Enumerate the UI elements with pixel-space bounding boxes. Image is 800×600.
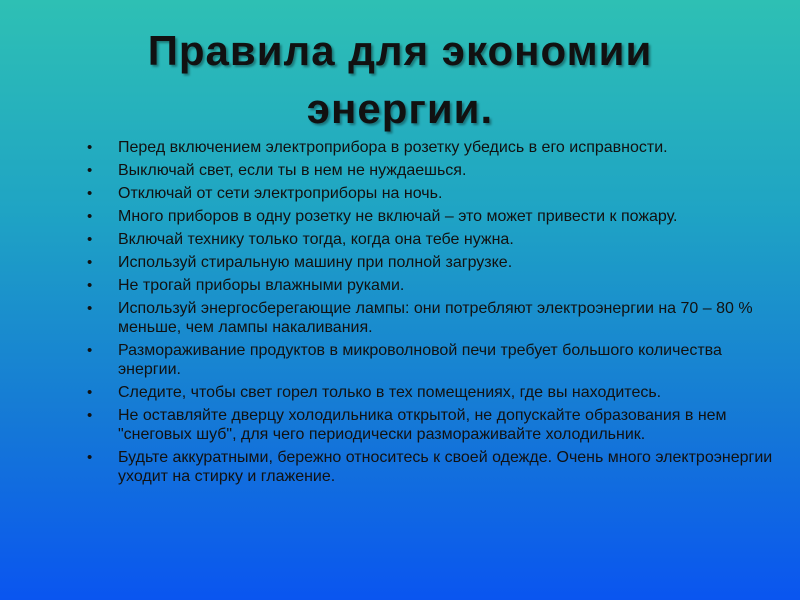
slide-title xyxy=(0,22,800,138)
list-item-text: Включай технику только тогда, когда она тебе нужна. xyxy=(118,231,514,248)
list-item-text: Используй энергосберегающие лампы: они потребляют электроэнергии на 70 – 80 % меньше, чем лампы накаливания. xyxy=(118,300,753,336)
bullet-icon: • xyxy=(87,185,93,202)
list-item-text: Не трогай приборы влажными руками. xyxy=(118,277,405,294)
list-item xyxy=(87,299,787,337)
list-item xyxy=(87,230,787,249)
list-item xyxy=(87,184,787,203)
list-item-text: Перед включением электроприбора в розетку убедись в его исправности. xyxy=(118,139,668,156)
energy-tips-list xyxy=(87,138,787,490)
list-item-text: Много приборов в одну розетку не включай – это может привести к пожару. xyxy=(118,208,678,225)
list-item xyxy=(87,253,787,272)
list-item xyxy=(87,383,787,402)
list-item xyxy=(87,138,787,157)
bullet-icon: • xyxy=(87,342,93,359)
bullet-icon: • xyxy=(87,449,93,466)
bullet-icon: • xyxy=(87,231,93,248)
slide-title-line-2: энергии. xyxy=(306,85,494,132)
list-item-text: Используй стиральную машину при полной загрузке. xyxy=(118,254,513,271)
bullet-icon: • xyxy=(87,300,93,317)
list-item xyxy=(87,276,787,295)
bullet-icon: • xyxy=(87,407,93,424)
list-item xyxy=(87,207,787,226)
list-item-text: Отключай от сети электроприборы на ночь. xyxy=(118,185,443,202)
list-item-text: Выключай свет, если ты в нем не нуждаешься. xyxy=(118,162,467,179)
list-item xyxy=(87,341,787,379)
bullet-icon: • xyxy=(87,162,93,179)
bullet-icon: • xyxy=(87,384,93,401)
bullet-icon: • xyxy=(87,139,93,156)
bullet-icon: • xyxy=(87,208,93,225)
list-item-text: Будьте аккуратными, бережно относитесь к своей одежде. Очень много электроэнергии уходит на стирку и глажение. xyxy=(118,449,773,485)
bullet-icon: • xyxy=(87,254,93,271)
list-item-text: Не оставляйте дверцу холодильника открытой, не допускайте образования в нем "снеговых шуб", для чего периодически размораживайте холодильник. xyxy=(118,407,727,443)
list-item xyxy=(87,406,787,444)
slide-title-line-1: Правила для экономии xyxy=(147,27,653,74)
bullet-icon: • xyxy=(87,277,93,294)
list-item xyxy=(87,448,787,486)
list-item-text: Размораживание продуктов в микроволновой печи требует большого количества энергии. xyxy=(118,342,722,378)
list-item xyxy=(87,161,787,180)
list-item-text: Следите, чтобы свет горел только в тех помещениях, где вы находитесь. xyxy=(118,384,662,401)
